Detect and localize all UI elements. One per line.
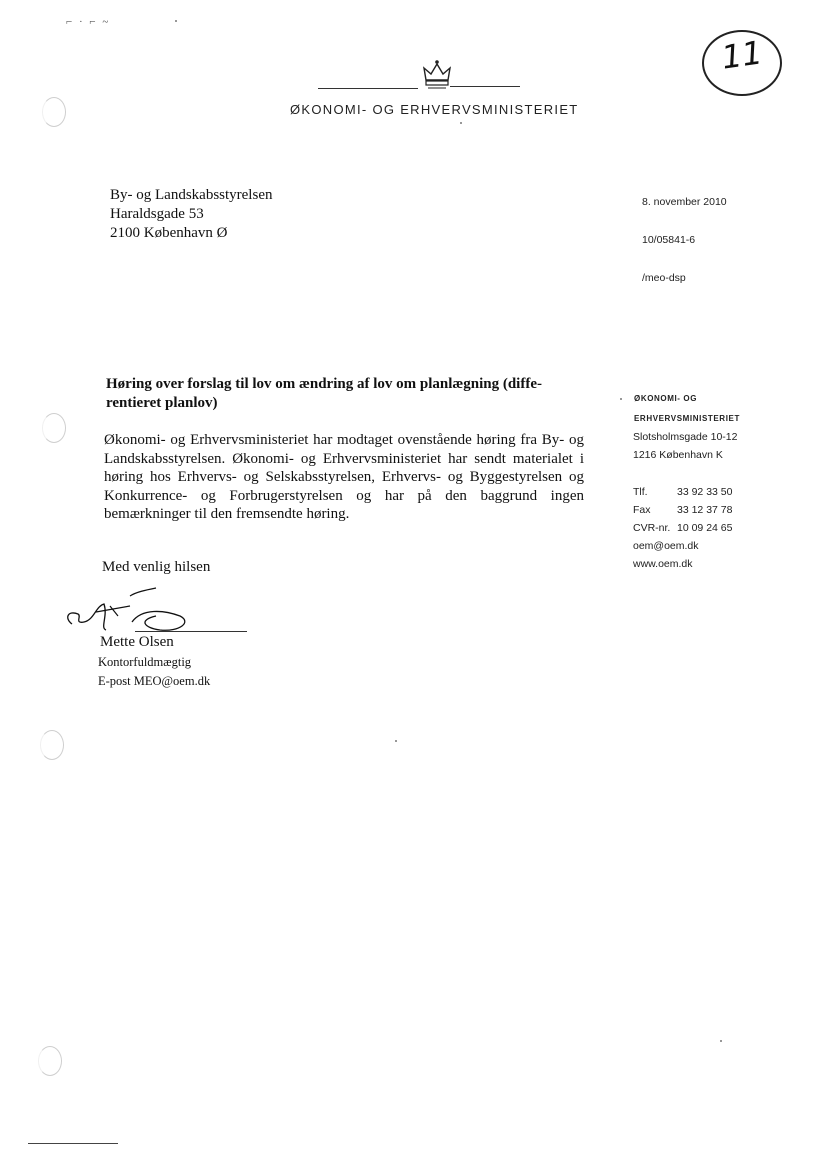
- letter-date: 8. november 2010: [642, 196, 727, 208]
- scan-speck: [620, 398, 622, 400]
- scan-edge-line: [28, 1143, 118, 1144]
- scan-speck: [720, 1040, 722, 1042]
- signatory-email: E-post MEO@oem.dk: [98, 674, 211, 688]
- letter-subject: Høring over forslag til lov om ændring af lov om planlægning (diffe-rentieret planlov): [106, 376, 542, 411]
- punch-hole: [40, 730, 64, 760]
- phone-number: 33 92 33 50: [677, 486, 733, 498]
- sender-website: www.oem.dk: [633, 558, 693, 570]
- recipient-city: 2100 København Ø: [110, 225, 228, 241]
- handwritten-signature: [60, 576, 260, 638]
- sender-city: 1216 København K: [633, 449, 723, 461]
- sender-fax-row: [633, 504, 732, 516]
- sender-phone-row: [633, 486, 732, 498]
- scan-speck: [175, 20, 177, 22]
- page-number-handwritten: 11: [719, 33, 765, 77]
- punch-hole: [42, 97, 66, 127]
- signatory-title: Kontorfuldmægtig: [98, 655, 192, 669]
- cvr-label: CVR-nr.: [633, 522, 671, 534]
- recipient-name: By- og Landskabsstyrelsen: [110, 187, 273, 203]
- scan-speck: [395, 740, 397, 742]
- sender-name-line2: ERHVERVSMINISTERIET: [634, 414, 740, 423]
- scan-marks: ⌐ · ⌐ ~: [66, 16, 111, 28]
- ministry-name: ØKONOMI- OG ERHVERVSMINISTERIET: [290, 102, 579, 117]
- punch-hole: [42, 413, 66, 443]
- fax-label: Fax: [633, 504, 651, 516]
- recipient-address: [110, 186, 272, 243]
- signatory-name: Mette Olsen: [100, 634, 174, 650]
- fax-number: 33 12 37 78: [677, 504, 733, 516]
- journal-number: 10/05841-6: [642, 234, 696, 246]
- sender-street: Slotsholmsgade 10-12: [633, 431, 738, 443]
- letterhead-rule-right: [450, 86, 520, 87]
- cvr-number: 10 09 24 65: [677, 522, 733, 534]
- scan-speck: [460, 122, 462, 124]
- closing-greeting: Med venlig hilsen: [102, 559, 211, 575]
- sender-name-line1: ØKONOMI- OG: [634, 394, 698, 403]
- letterhead-rule-left: [318, 88, 418, 89]
- phone-label: Tlf.: [633, 486, 648, 498]
- sender-email: oem@oem.dk: [633, 540, 699, 552]
- sender-cvr-row: [633, 522, 732, 534]
- punch-hole: [38, 1046, 62, 1076]
- crown-icon: [420, 58, 454, 92]
- letter-body: Økonomi- og Erhvervsministeriet har modtaget ovenstående høring fra By- og Landskabsstyrelsen. Økonomi- og Erhvervsministeriet har sendt materialet i høring hos Erhvervs- og Selskabsstyrelsen, Erhvervs- og Byggestyrelsen og Konkurrence- og Forbrugerstyrelsen og har på den baggrund ingen bemærkninger til den fremsendte høring.: [104, 432, 584, 522]
- case-initials: /meo-dsp: [642, 272, 686, 284]
- signature-line: [135, 631, 247, 632]
- recipient-street: Haraldsgade 53: [110, 206, 204, 222]
